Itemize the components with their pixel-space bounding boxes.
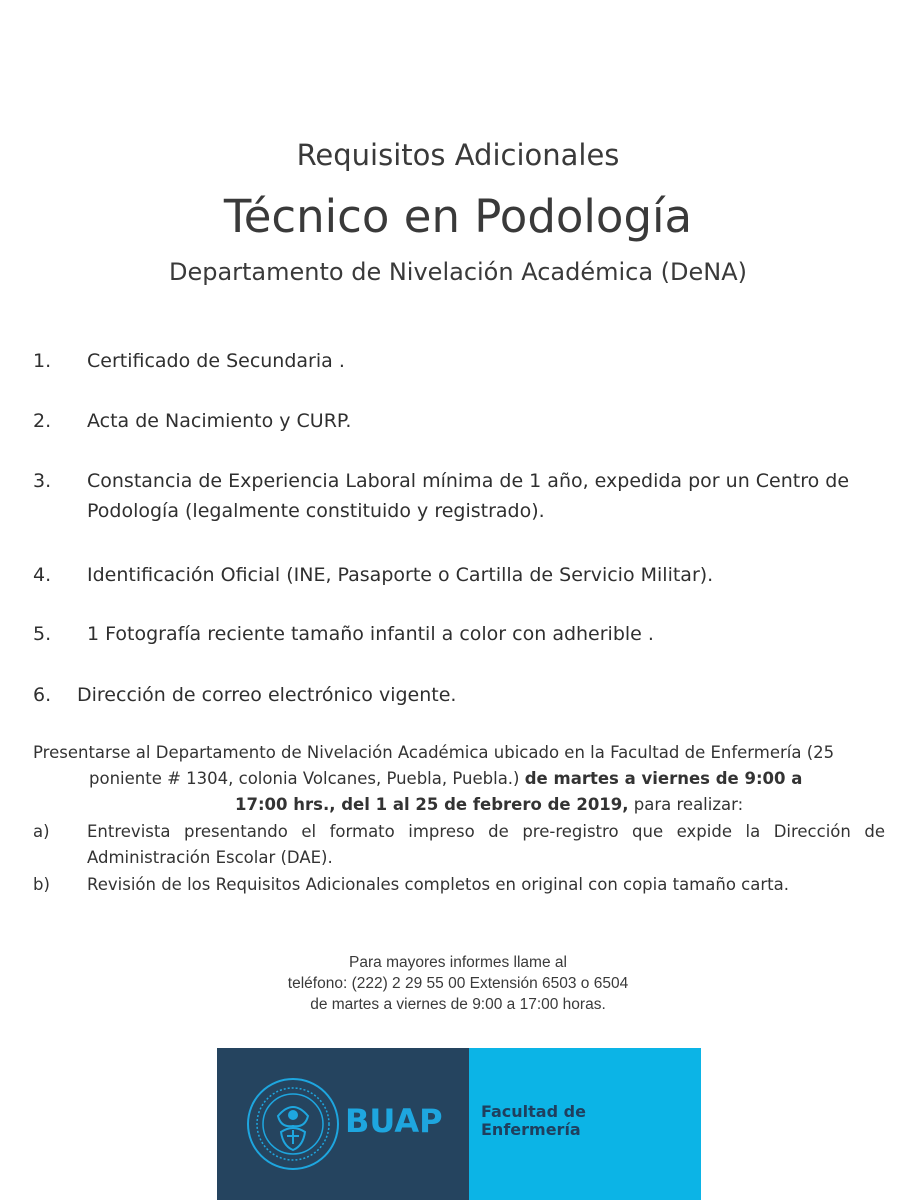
requirement-number: 1.	[33, 350, 52, 372]
instructions-purpose: para realizar:	[628, 795, 744, 814]
contact-phone: teléfono: (222) 2 29 55 00 Extensión 6503 o 6504	[287, 975, 629, 992]
list-text: Entrevista presentando el formato impreso de pre-registro que expide la Dirección de Administración Escolar (DAE).	[87, 822, 885, 867]
instructions-dates: 17:00 hrs., del 1 al 25 de febrero de 2019,	[235, 795, 629, 814]
buap-logo-text: BUAP	[345, 1102, 443, 1140]
faculty-name-line: Enfermería	[481, 1120, 581, 1139]
requirement-number: 5.	[33, 623, 52, 645]
page-title: Técnico en Podología	[223, 190, 693, 243]
requirement-number: 6.	[33, 684, 52, 706]
requirement-number: 2.	[33, 410, 52, 432]
list-text: Revisión de los Requisitos Adicionales completos en original con copia tamaño carta.	[87, 875, 789, 894]
list-letter: b)	[33, 875, 50, 894]
requirement-text: Dirección de correo electrónico vigente.	[77, 684, 457, 706]
requirement-number: 4.	[33, 564, 52, 586]
requirement-text: Acta de Nacimiento y CURP.	[87, 410, 352, 432]
faculty-name-line: Facultad de	[481, 1102, 586, 1121]
requirement-text: Certificado de Secundaria .	[87, 350, 345, 372]
contact-info	[0, 952, 916, 1015]
requirement-text: Constancia de Experiencia Laboral mínima de 1 año, expedida por un Centro de Podología (legalmente constituido y registrado).	[87, 470, 850, 522]
contact-hours: de martes a viernes de 9:00 a 17:00 horas.	[310, 996, 606, 1013]
faculty-name	[481, 1103, 586, 1139]
banner-left-panel	[217, 1048, 469, 1200]
instructions-location: poniente # 1304, colonia Volcanes, Puebla, Puebla.)	[89, 769, 525, 788]
requirement-text: 1 Fotografía reciente tamaño infantil a color con adherible .	[87, 623, 654, 645]
instructions-line: Presentarse al Departamento de Nivelación Académica ubicado en la Facultad de Enfermería (25	[33, 743, 835, 762]
institution-banner	[217, 1048, 701, 1200]
university-seal-icon	[245, 1076, 341, 1172]
list-letter: a)	[33, 822, 50, 841]
contact-line: Para mayores informes llame al	[349, 954, 567, 971]
banner-right-panel	[469, 1048, 701, 1200]
department-name: Departamento de Nivelación Académica (DeNA)	[168, 258, 748, 286]
instructions-line	[33, 792, 885, 818]
requirement-number: 3.	[33, 470, 52, 492]
instructions-schedule: de martes a viernes de 9:00 a	[524, 769, 803, 788]
page-subtitle: Requisitos Adicionales	[296, 138, 620, 172]
requirement-text: Identificación Oficial (INE, Pasaporte o Cartilla de Servicio Militar).	[87, 564, 714, 586]
instructions-line	[33, 766, 885, 792]
instructions-paragraph	[33, 740, 885, 818]
